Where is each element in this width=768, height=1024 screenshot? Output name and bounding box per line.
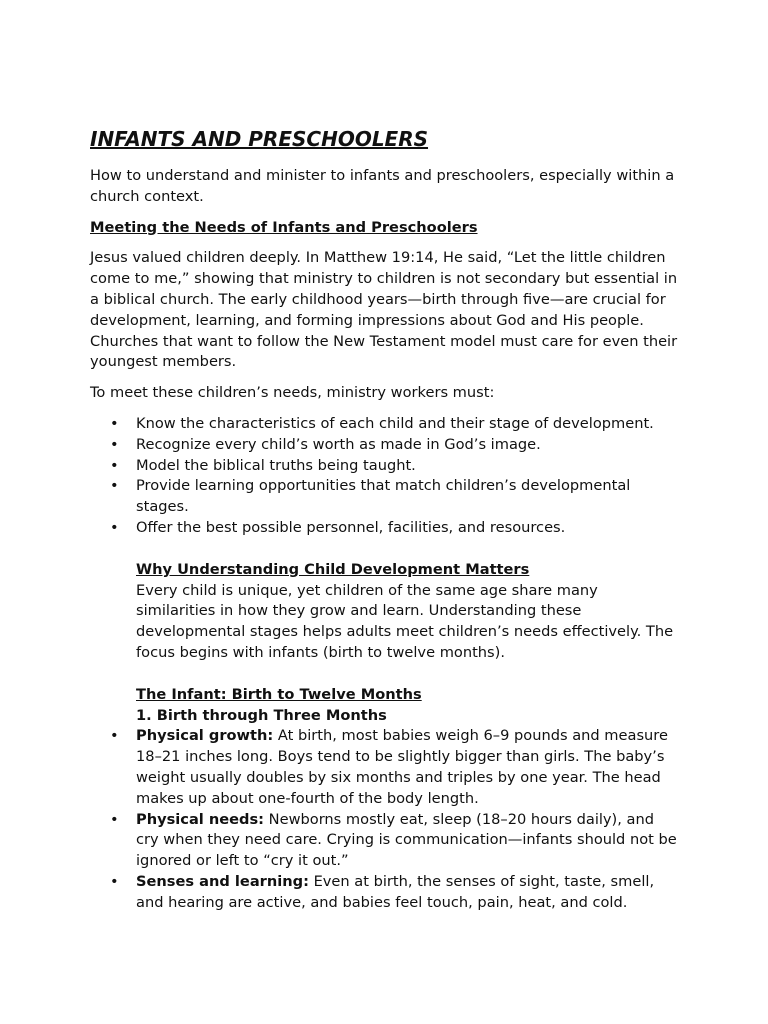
item-label: Senses and learning: [136, 872, 309, 890]
section-paragraph-child-development: Every child is unique, yet children of the same age share many similarities in how they grow and learn. Understanding these developmental stages helps adults meet children’s needs effectively. The focus begins with infants (birth to twelve months). [136, 581, 674, 661]
section-paragraph-meeting-needs: Jesus valued children deeply. In Matthew 19:14, He said, “Let the little children come to me,” showing that ministry to children is not secondary but essential in a biblical church. The early childhood years—birth through five—are crucial for development, learning, and forming impressions about God and His people. Churches that want to follow the New Testament model must care for even their youngest members. [90, 249, 678, 371]
list-item: • Provide learning opportunities that match children’s developmental stages. [90, 476, 680, 518]
infant-section-header [90, 685, 680, 727]
list-item: • Model the biblical truths being taught. [90, 456, 680, 477]
bullets-lead-in: To meet these children’s needs, ministry workers must: [90, 384, 495, 402]
ministry-requirements-list [90, 414, 680, 539]
item-text: Even at birth, the senses of sight, taste, smell, and hearing are active, and babies feel touch, pain, heat, and cold. [136, 872, 655, 911]
document-title: INFANTS AND PRESCHOOLERS [90, 127, 429, 151]
item-label: Physical needs: [136, 810, 265, 828]
item-text: At birth, most babies weigh 6–9 pounds and measure 18–21 inches long. Boys tend to be slightly bigger than girls. The baby’s weight usually doubles by six months and triples by one year. The head makes up about one-fourth of the body length. [136, 727, 668, 807]
infant-characteristics-list [90, 726, 680, 913]
spacer [90, 664, 680, 685]
list-item [90, 726, 680, 809]
section-heading-infant: The Infant: Birth to Twelve Months [136, 685, 422, 703]
item-label: Physical growth: [136, 727, 274, 745]
document-body [90, 126, 680, 914]
list-item: • Know the characteristics of each child and their stage of development. [90, 414, 680, 435]
section-heading-child-development: Why Understanding Child Development Matters [136, 560, 530, 578]
list-item: • Offer the best possible personnel, facilities, and resources. [90, 518, 680, 539]
item-text: Newborns mostly eat, sleep (18–20 hours daily), and cry when they need care. Crying is communication—infants should not be ignored or left to “cry it out.” [136, 810, 677, 870]
list-item: • Recognize every child’s worth as made in God’s image. [90, 435, 680, 456]
list-item [90, 810, 680, 872]
child-development-section [90, 560, 680, 664]
section-heading-meeting-needs: Meeting the Needs of Infants and Preschoolers [90, 218, 478, 236]
subheading-birth-three-months: 1. Birth through Three Months [136, 706, 387, 724]
intro-paragraph: How to understand and minister to infants and preschoolers, especially within a church context. [90, 167, 675, 205]
list-item [90, 872, 680, 914]
spacer [90, 539, 680, 560]
